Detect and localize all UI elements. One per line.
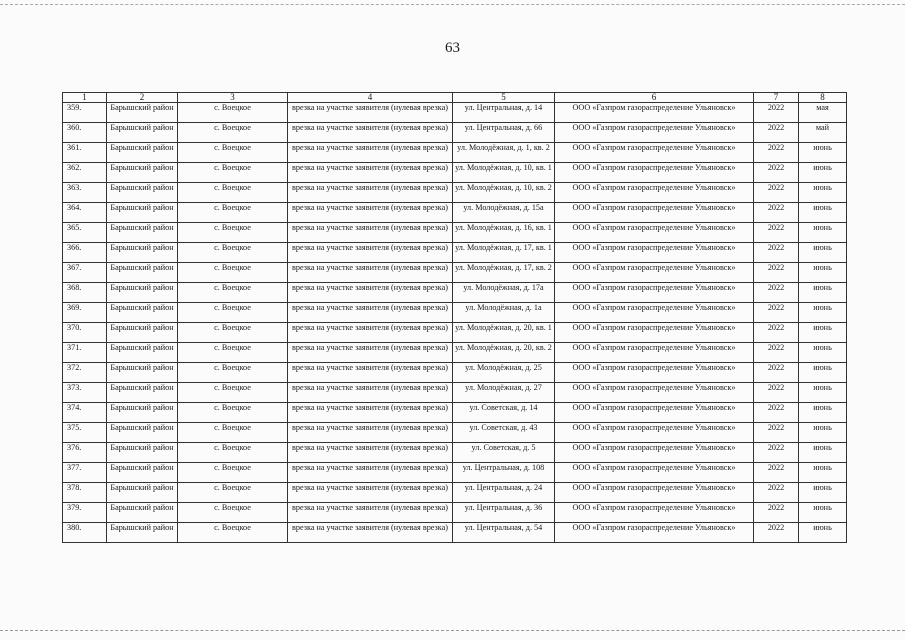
cell-year: 2022 [754,443,799,463]
cell-month: июнь [799,363,847,383]
cell-year: 2022 [754,463,799,483]
cell-month: июнь [799,283,847,303]
cell-work-type: врезка на участке заявителя (нулевая врезка) [288,303,453,323]
cell-work-type: врезка на участке заявителя (нулевая врезка) [288,323,453,343]
cell-settlement: с. Воецкое [178,403,288,423]
cell-row-number: 380. [63,523,107,543]
header-col-1: 1 [63,93,107,103]
cell-address: ул. Молодёжная, д. 17а [453,283,555,303]
cell-month: июнь [799,443,847,463]
table-row [63,363,847,383]
cell-organization: ООО «Газпром газораспределение Ульяновск» [555,323,754,343]
cell-settlement: с. Воецкое [178,503,288,523]
cell-address: ул. Центральная, д. 66 [453,123,555,143]
cell-organization: ООО «Газпром газораспределение Ульяновск» [555,183,754,203]
cell-year: 2022 [754,303,799,323]
cell-organization: ООО «Газпром газораспределение Ульяновск» [555,163,754,183]
cell-year: 2022 [754,243,799,263]
cell-district: Барышский район [107,463,178,483]
cell-row-number: 378. [63,483,107,503]
cell-work-type: врезка на участке заявителя (нулевая врезка) [288,403,453,423]
cell-month: июнь [799,483,847,503]
cell-settlement: с. Воецкое [178,363,288,383]
cell-work-type: врезка на участке заявителя (нулевая врезка) [288,143,453,163]
cell-organization: ООО «Газпром газораспределение Ульяновск» [555,363,754,383]
cell-district: Барышский район [107,223,178,243]
cell-settlement: с. Воецкое [178,443,288,463]
cell-address: ул. Советская, д. 5 [453,443,555,463]
cell-organization: ООО «Газпром газораспределение Ульяновск» [555,143,754,163]
cell-work-type: врезка на участке заявителя (нулевая врезка) [288,483,453,503]
cell-organization: ООО «Газпром газораспределение Ульяновск» [555,423,754,443]
cell-year: 2022 [754,283,799,303]
cell-settlement: с. Воецкое [178,203,288,223]
cell-year: 2022 [754,423,799,443]
cell-row-number: 371. [63,343,107,363]
cell-row-number: 369. [63,303,107,323]
cell-organization: ООО «Газпром газораспределение Ульяновск» [555,343,754,363]
cell-address: ул. Молодёжная, д. 25 [453,363,555,383]
cell-row-number: 376. [63,443,107,463]
cell-work-type: врезка на участке заявителя (нулевая врезка) [288,463,453,483]
cell-district: Барышский район [107,483,178,503]
cell-organization: ООО «Газпром газораспределение Ульяновск» [555,383,754,403]
cell-district: Барышский район [107,203,178,223]
cell-district: Барышский район [107,283,178,303]
header-row [63,93,847,103]
table-row [63,123,847,143]
cell-year: 2022 [754,383,799,403]
cell-row-number: 362. [63,163,107,183]
cell-organization: ООО «Газпром газораспределение Ульяновск» [555,503,754,523]
cell-address: ул. Центральная, д. 24 [453,483,555,503]
table-row [63,403,847,423]
cell-address: ул. Центральная, д. 36 [453,503,555,523]
cell-address: ул. Молодёжная, д. 15а [453,203,555,223]
cell-row-number: 359. [63,103,107,123]
cell-settlement: с. Воецкое [178,143,288,163]
table-row [63,243,847,263]
cell-organization: ООО «Газпром газораспределение Ульяновск» [555,223,754,243]
cell-work-type: врезка на участке заявителя (нулевая врезка) [288,263,453,283]
cell-month: июнь [799,203,847,223]
cell-settlement: с. Воецкое [178,183,288,203]
cell-organization: ООО «Газпром газораспределение Ульяновск» [555,203,754,223]
cell-district: Барышский район [107,183,178,203]
cell-month: июнь [799,163,847,183]
cell-row-number: 361. [63,143,107,163]
cell-organization: ООО «Газпром газораспределение Ульяновск» [555,443,754,463]
table-row [63,323,847,343]
cell-district: Барышский район [107,343,178,363]
cell-settlement: с. Воецкое [178,323,288,343]
cell-organization: ООО «Газпром газораспределение Ульяновск» [555,103,754,123]
table-row [63,103,847,123]
cell-organization: ООО «Газпром газораспределение Ульяновск» [555,283,754,303]
cell-month: июнь [799,383,847,403]
cell-year: 2022 [754,523,799,543]
cell-work-type: врезка на участке заявителя (нулевая врезка) [288,363,453,383]
header-col-3: 3 [178,93,288,103]
page-number: 63 [445,40,460,56]
cell-row-number: 370. [63,323,107,343]
cell-row-number: 364. [63,203,107,223]
cell-row-number: 368. [63,283,107,303]
cell-district: Барышский район [107,423,178,443]
header-col-4: 4 [288,93,453,103]
cell-organization: ООО «Газпром газораспределение Ульяновск» [555,403,754,423]
cell-settlement: с. Воецкое [178,263,288,283]
cell-settlement: с. Воецкое [178,163,288,183]
cell-address: ул. Молодёжная, д. 16, кв. 1 [453,223,555,243]
cell-month: мая [799,103,847,123]
cell-organization: ООО «Газпром газораспределение Ульяновск» [555,303,754,323]
cell-year: 2022 [754,503,799,523]
cell-settlement: с. Воецкое [178,283,288,303]
header-col-5: 5 [453,93,555,103]
table-row [63,303,847,323]
table-row [63,163,847,183]
cell-month: май [799,123,847,143]
cell-district: Барышский район [107,363,178,383]
cell-year: 2022 [754,223,799,243]
table-row [63,503,847,523]
cell-work-type: врезка на участке заявителя (нулевая врезка) [288,243,453,263]
table-body [63,103,847,543]
cell-work-type: врезка на участке заявителя (нулевая врезка) [288,423,453,443]
cell-address: ул. Молодёжная, д. 20, кв. 1 [453,323,555,343]
cell-row-number: 367. [63,263,107,283]
table-row [63,423,847,443]
cell-district: Барышский район [107,303,178,323]
cell-month: июнь [799,263,847,283]
cell-settlement: с. Воецкое [178,303,288,323]
cell-row-number: 365. [63,223,107,243]
cell-organization: ООО «Газпром газораспределение Ульяновск» [555,263,754,283]
cell-year: 2022 [754,183,799,203]
cell-settlement: с. Воецкое [178,383,288,403]
cell-year: 2022 [754,263,799,283]
cell-month: июнь [799,243,847,263]
cell-month: июнь [799,303,847,323]
cell-district: Барышский район [107,123,178,143]
cell-row-number: 377. [63,463,107,483]
cell-district: Барышский район [107,243,178,263]
cell-district: Барышский район [107,403,178,423]
header-col-6: 6 [555,93,754,103]
header-col-8: 8 [799,93,847,103]
cell-month: июнь [799,523,847,543]
cell-year: 2022 [754,123,799,143]
cell-address: ул. Советская, д. 43 [453,423,555,443]
header-col-2: 2 [107,93,178,103]
cell-organization: ООО «Газпром газораспределение Ульяновск» [555,523,754,543]
cell-work-type: врезка на участке заявителя (нулевая врезка) [288,183,453,203]
cell-district: Барышский район [107,163,178,183]
table-row [63,523,847,543]
cell-year: 2022 [754,483,799,503]
cell-row-number: 363. [63,183,107,203]
cell-month: июнь [799,463,847,483]
cell-settlement: с. Воецкое [178,223,288,243]
cell-settlement: с. Воецкое [178,343,288,363]
cell-district: Барышский район [107,143,178,163]
cell-month: июнь [799,403,847,423]
table-row [63,183,847,203]
table-row [63,343,847,363]
cell-address: ул. Молодёжная, д. 10, кв. 1 [453,163,555,183]
cell-settlement: с. Воецкое [178,483,288,503]
table-row [63,443,847,463]
cell-work-type: врезка на участке заявителя (нулевая врезка) [288,523,453,543]
bottom-scan-edge [0,630,905,631]
top-scan-edge [0,4,905,5]
cell-work-type: врезка на участке заявителя (нулевая врезка) [288,203,453,223]
cell-month: июнь [799,223,847,243]
cell-address: ул. Центральная, д. 54 [453,523,555,543]
registry-table [62,92,847,543]
cell-district: Барышский район [107,503,178,523]
cell-district: Барышский район [107,523,178,543]
cell-address: ул. Молодёжная, д. 17, кв. 2 [453,263,555,283]
cell-row-number: 366. [63,243,107,263]
cell-month: июнь [799,323,847,343]
cell-work-type: врезка на участке заявителя (нулевая врезка) [288,283,453,303]
cell-address: ул. Центральная, д. 14 [453,103,555,123]
cell-work-type: врезка на участке заявителя (нулевая врезка) [288,123,453,143]
cell-year: 2022 [754,103,799,123]
table-row [63,383,847,403]
cell-organization: ООО «Газпром газораспределение Ульяновск» [555,463,754,483]
registry-table-container [62,92,846,543]
cell-year: 2022 [754,203,799,223]
cell-settlement: с. Воецкое [178,103,288,123]
cell-row-number: 373. [63,383,107,403]
cell-work-type: врезка на участке заявителя (нулевая врезка) [288,223,453,243]
cell-address: ул. Молодёжная, д. 1а [453,303,555,323]
table-row [63,263,847,283]
cell-address: ул. Молодёжная, д. 10, кв. 2 [453,183,555,203]
cell-row-number: 360. [63,123,107,143]
cell-settlement: с. Воецкое [178,423,288,443]
cell-month: июнь [799,143,847,163]
cell-district: Барышский район [107,323,178,343]
cell-month: июнь [799,503,847,523]
table-row [63,223,847,243]
cell-year: 2022 [754,163,799,183]
cell-district: Барышский район [107,263,178,283]
cell-work-type: врезка на участке заявителя (нулевая врезка) [288,503,453,523]
cell-row-number: 374. [63,403,107,423]
cell-row-number: 375. [63,423,107,443]
cell-organization: ООО «Газпром газораспределение Ульяновск» [555,123,754,143]
cell-district: Барышский район [107,383,178,403]
table-row [63,483,847,503]
cell-row-number: 372. [63,363,107,383]
cell-row-number: 379. [63,503,107,523]
cell-work-type: врезка на участке заявителя (нулевая врезка) [288,443,453,463]
cell-settlement: с. Воецкое [178,123,288,143]
cell-month: июнь [799,343,847,363]
cell-month: июнь [799,183,847,203]
table-row [63,203,847,223]
cell-settlement: с. Воецкое [178,523,288,543]
cell-year: 2022 [754,323,799,343]
cell-address: ул. Молодёжная, д. 1, кв. 2 [453,143,555,163]
cell-address: ул. Советская, д. 14 [453,403,555,423]
cell-year: 2022 [754,343,799,363]
cell-work-type: врезка на участке заявителя (нулевая врезка) [288,383,453,403]
cell-work-type: врезка на участке заявителя (нулевая врезка) [288,103,453,123]
cell-organization: ООО «Газпром газораспределение Ульяновск» [555,243,754,263]
header-col-7: 7 [754,93,799,103]
cell-district: Барышский район [107,103,178,123]
table-row [63,283,847,303]
cell-work-type: врезка на участке заявителя (нулевая врезка) [288,343,453,363]
cell-address: ул. Центральная, д. 108 [453,463,555,483]
cell-settlement: с. Воецкое [178,243,288,263]
cell-month: июнь [799,423,847,443]
cell-address: ул. Молодёжная, д. 17, кв. 1 [453,243,555,263]
cell-year: 2022 [754,143,799,163]
table-row [63,143,847,163]
cell-address: ул. Молодёжная, д. 27 [453,383,555,403]
cell-address: ул. Молодёжная, д. 20, кв. 2 [453,343,555,363]
cell-year: 2022 [754,363,799,383]
cell-settlement: с. Воецкое [178,463,288,483]
cell-district: Барышский район [107,443,178,463]
table-row [63,463,847,483]
cell-work-type: врезка на участке заявителя (нулевая врезка) [288,163,453,183]
cell-organization: ООО «Газпром газораспределение Ульяновск» [555,483,754,503]
cell-year: 2022 [754,403,799,423]
